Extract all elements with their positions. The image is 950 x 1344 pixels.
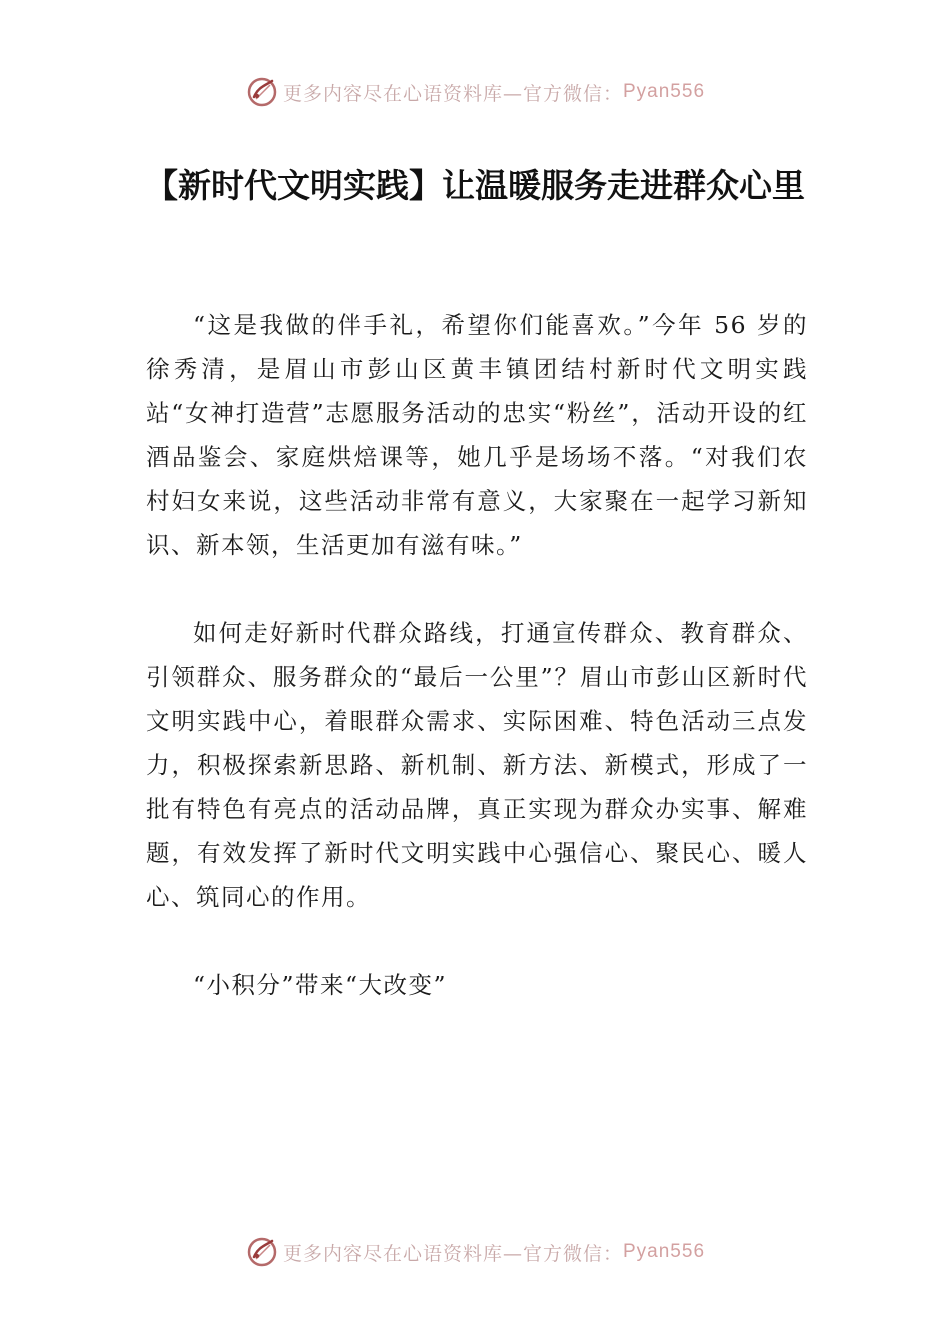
footer-watermark (0, 1232, 950, 1272)
paragraph-2: 如何走好新时代群众路线，打通宣传群众、教育群众、引领群众、服务群众的“最后一公里”？眉山市彭山区新时代文明实践中心，着眼群众需求、实际困难、特色活动三点发力，积极探索新思路、新机制、新方法、新模式，形成了一批有特色有亮点的活动品牌，真正实现为群众办实事、解难题，有效发挥了新时代文明实践中心强信心、聚民心、暖人心、筑同心的作用。 (146, 619, 808, 911)
header-watermark (0, 72, 950, 112)
watermark-text: 更多内容尽在心语资料库—官方微信： (282, 1242, 623, 1265)
document-body (146, 303, 808, 1051)
watermark-wechat-id: Pyan556 (623, 81, 706, 102)
section-heading: “小积分”带来“大改变” (193, 971, 448, 999)
watermark-logo-icon (245, 1235, 279, 1269)
watermark-logo-icon (245, 75, 279, 109)
watermark-text: 更多内容尽在心语资料库—官方微信： (282, 82, 623, 105)
paragraph-1: “这是我做的伴手礼，希望你们能喜欢。”今年 56 岁的徐秀清，是眉山市彭山区黄丰镇团结村新时代文明实践站“女神打造营”志愿服务活动的忠实“粉丝”，活动开设的红酒品鉴会、家庭烘焙课等，她几乎是场场不落。“对我们农村妇女来说，这些活动非常有意义，大家聚在一起学习新知识、新本领，生活更加有滋有味。” (146, 311, 808, 559)
watermark-wechat-id: Pyan556 (623, 1241, 706, 1262)
document-title: 【新时代文明实践】让温暖服务走进群众心里 (145, 166, 805, 205)
